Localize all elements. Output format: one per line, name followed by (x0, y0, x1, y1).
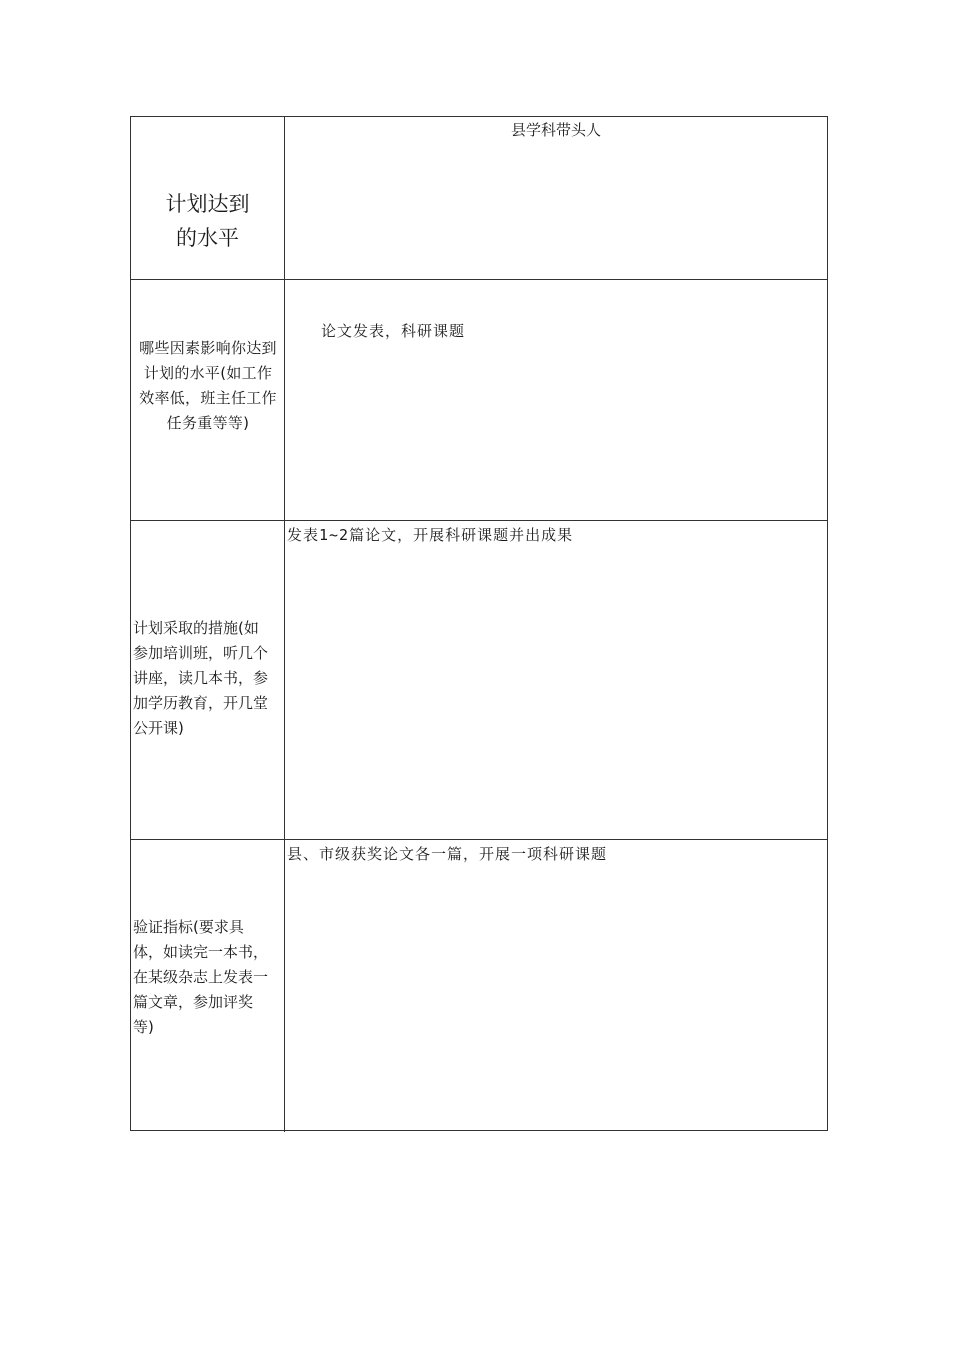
label-cell (131, 840, 285, 1132)
row-label-verification-indicators: 验证指标(要求具 体，如读完一本书， 在某级杂志上发表一 篇文章，参加评奖 等) (133, 918, 269, 1036)
table-row-planned-measures (131, 521, 827, 840)
value-cell (285, 840, 827, 1132)
label-cell (131, 521, 285, 839)
value-cell (285, 280, 827, 520)
plan-table (130, 116, 828, 1131)
row-value-verification-indicators: 县、市级获奖论文各一篇，开展一项科研课题 (287, 845, 608, 863)
row-label-target-level: 计划达到 的水平 (165, 192, 250, 250)
label-cell (131, 117, 285, 279)
value-cell (285, 117, 827, 279)
row-label-planned-measures: 计划采取的措施(如 参加培训班，听几个 讲座，读几本书，参 加学历教育，开几堂 公开课) (133, 619, 269, 737)
row-value-target-level: 县学科带头人 (510, 121, 601, 139)
table-row-influencing-factors (131, 280, 827, 521)
row-value-planned-measures: 发表1~2篇论文，开展科研课题并出成果 (287, 526, 574, 544)
label-cell (131, 280, 285, 520)
table-row-target-level (131, 117, 827, 280)
row-value-influencing-factors: 论文发表，科研课题 (321, 322, 466, 340)
value-cell (285, 521, 827, 839)
table-row-verification-indicators (131, 840, 827, 1132)
row-label-influencing-factors: 哪些因素影响你达到 计划的水平(如工作 效率低，班主任工作 任务重等等) (139, 339, 277, 432)
